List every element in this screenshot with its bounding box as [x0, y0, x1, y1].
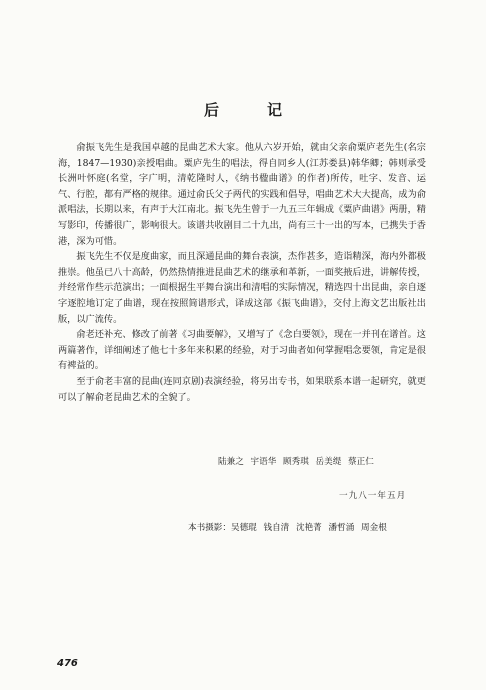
page-number: 476: [57, 658, 78, 669]
afterword-body: [58, 140, 426, 405]
paragraph: 俞振飞先生是我国卓越的昆曲艺术大家。他从六岁开始，就由父亲俞粟庐老先生(名宗海，1847—1930)亲授唱曲。粟庐先生的唱法，得自同乡人(江苏娄县)韩华卿；韩则承受长洲叶怀庭(名堂，字广明，清乾隆时人，《纳书楹曲谱》的作者)所传，吐字、发音、运气、行腔，都有严格的规律。通过俞氏父子两代的实践和倡导，唱曲艺术大大提高，成为俞派唱法，长期以来，有声于大江南北。振飞先生曾于一九五三年辑成《粟庐曲谱》两册，精写影印，传播很广，影响很大。该谱共收剧目二十九出，尚有三十一出的写本，已携失于香港，深为可惜。: [58, 142, 426, 247]
date: 一九八一年五月: [339, 491, 407, 501]
photo-credit: 本书摄影：吴德琨 钱自清 沈艳菁 潘哲涌 周金根: [188, 523, 387, 533]
paragraph: 俞老还补充、修改了前著《习曲要解》，又增写了《念白要领》，现在一并刊在谱首。这两篇著作，详细阐述了他七十多年来积累的经验，对于习曲者如何掌握唱念要领，肯定是很有裨益的。: [58, 329, 426, 372]
page-title: 后记: [203, 101, 330, 119]
paragraph: 振飞先生不仅是度曲家，而且深通昆曲的舞台表演，杰作甚多，造诣精深，海内外都极推崇。他虽已八十高龄，仍然热情推进昆曲艺术的继承和革新，一面奖掖后进，讲解传授，并经常作些示范演出；一面根据生平舞台演出和清唱的实际情况，精选四十出昆曲，亲自逐字逐腔地订定了曲谱，现在按照简谱形式，译成这部《振飞曲谱》，交付上海文艺出版社出版，以广流传。: [58, 251, 426, 325]
paragraph: 至于俞老丰富的昆曲(连同京剧)表演经验，将另出专书，如果联系本谱一起研究，就更可以了解俞老昆曲艺术的全貌了。: [58, 375, 426, 403]
signers: 陆兼之 宇语华 顾秀琪 岳美缇 蔡正仁: [218, 457, 374, 467]
